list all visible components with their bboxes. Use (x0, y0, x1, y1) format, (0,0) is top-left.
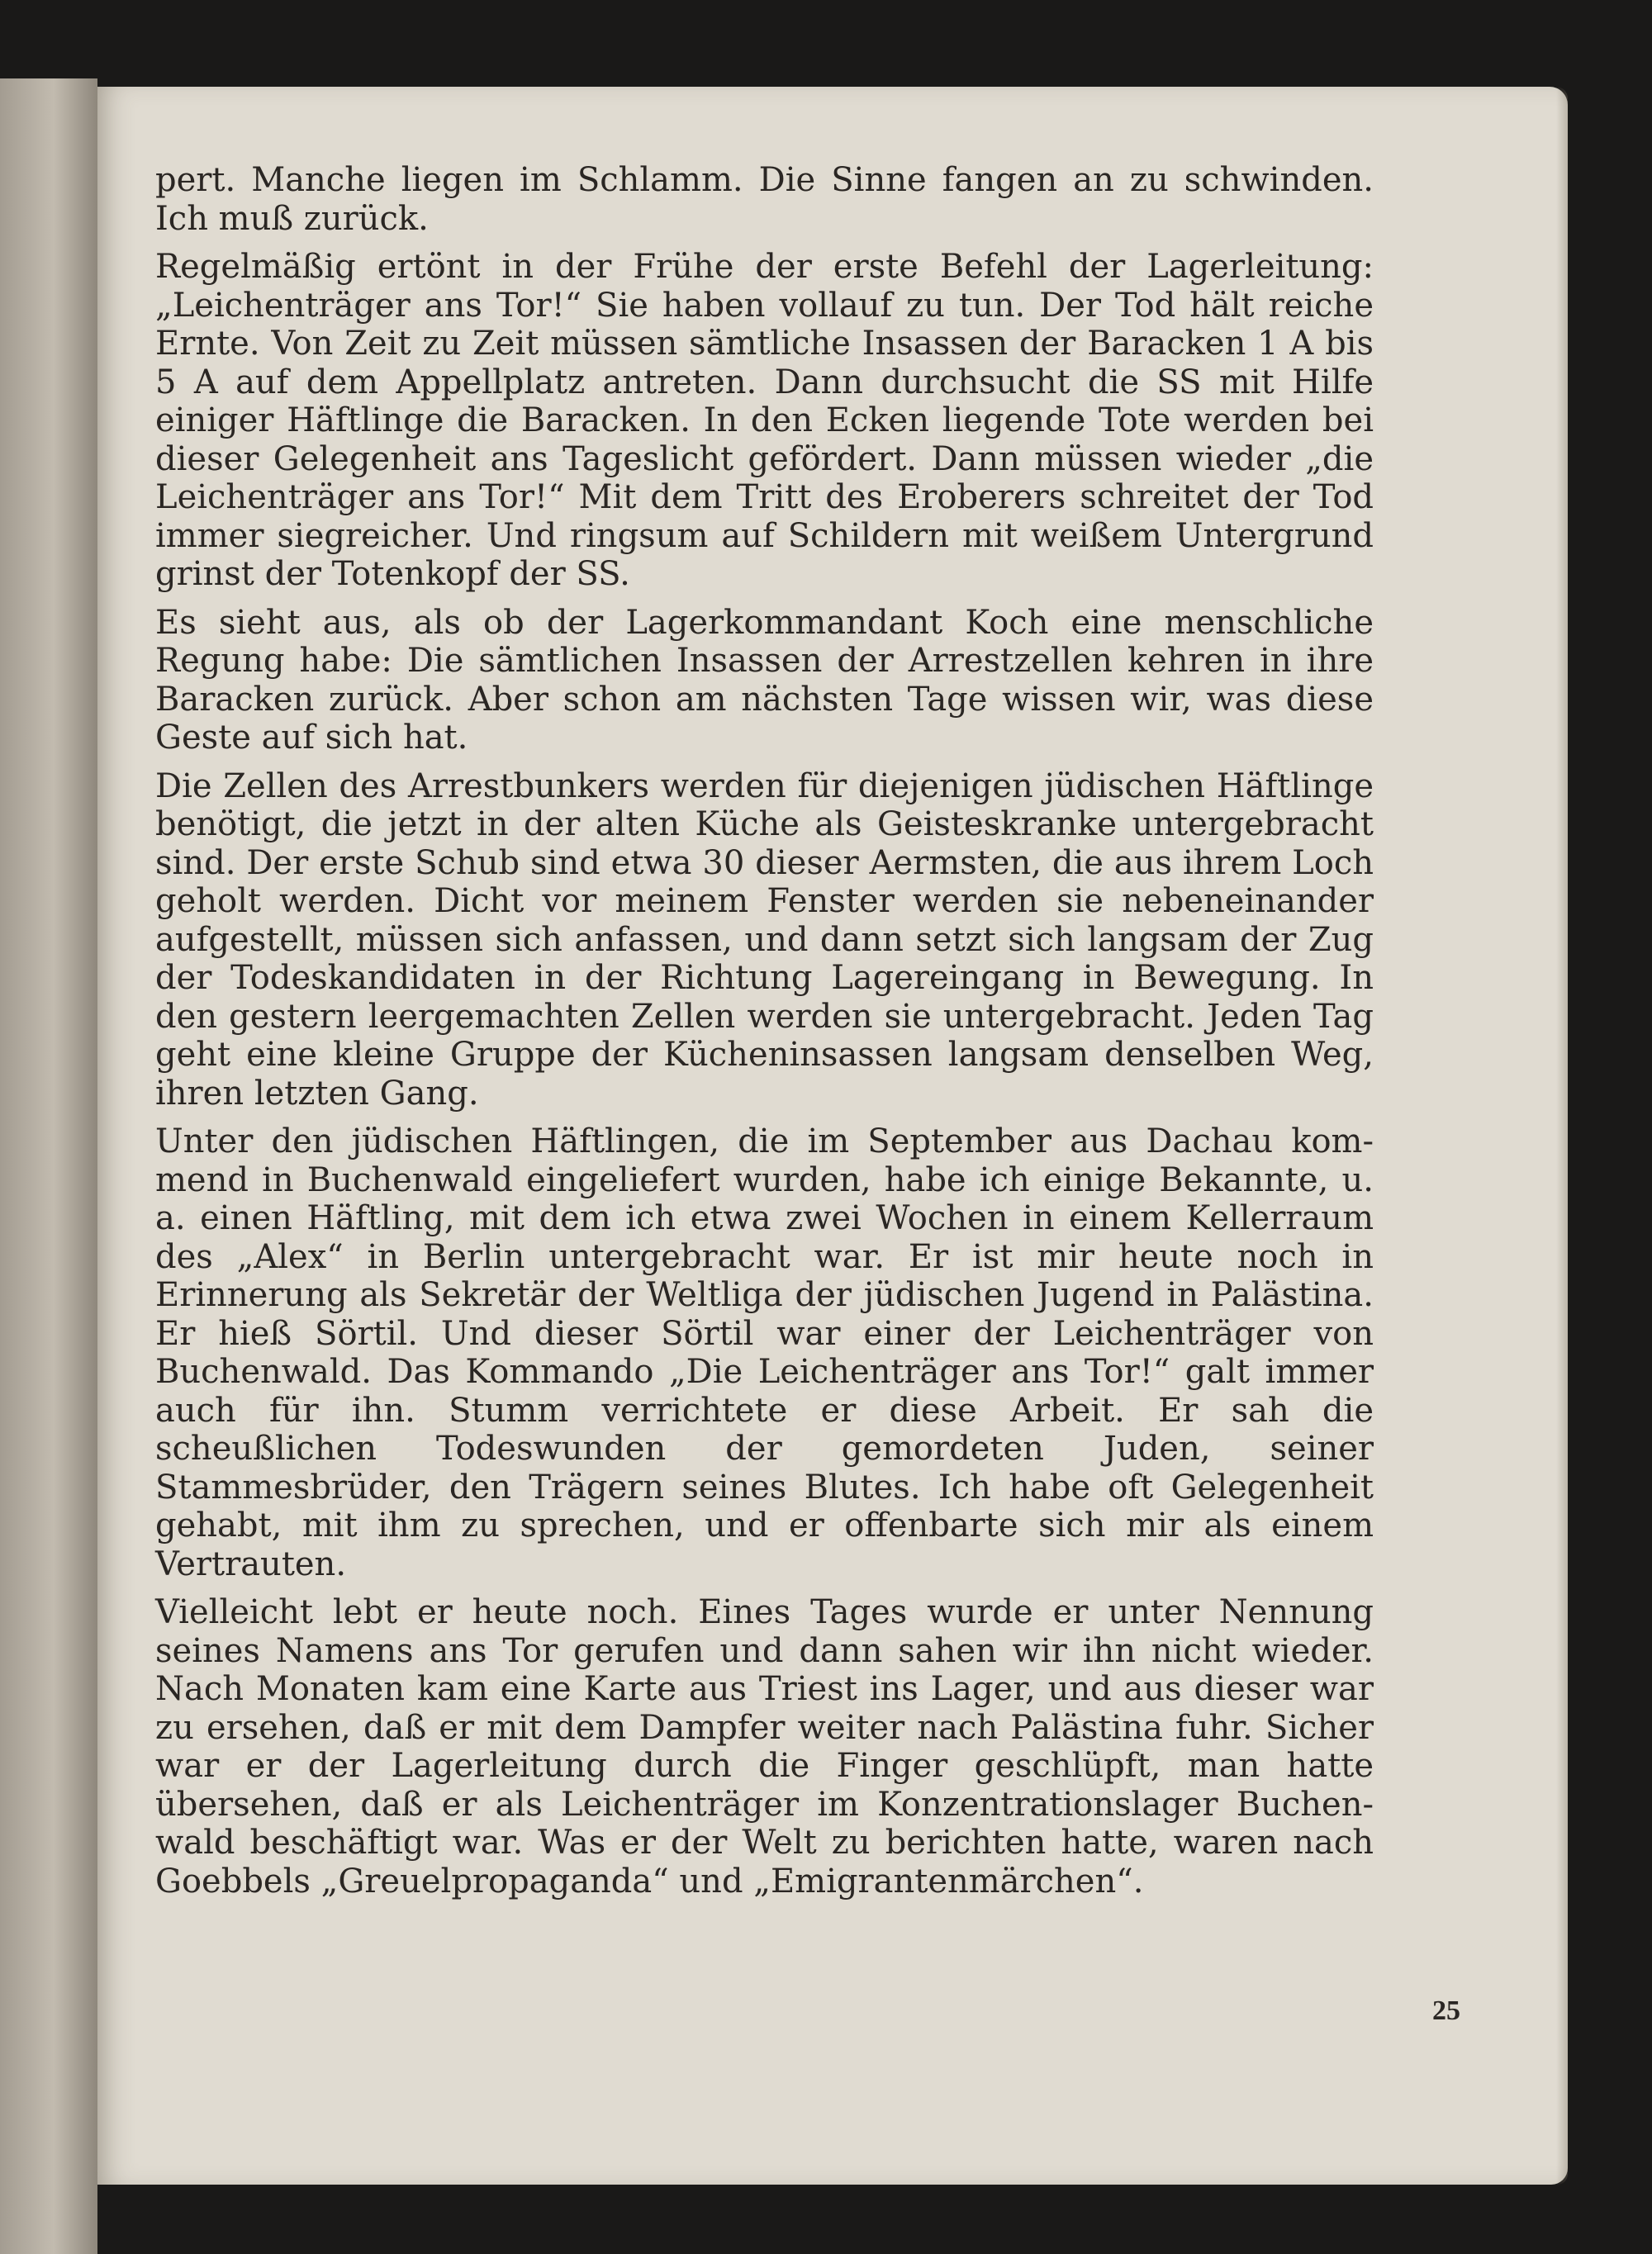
paragraph-3: Es sieht aus, als ob der Lagerkommandant Koch eine menschliche Regung habe: Die sämtlichen Insassen der Arrestzellen kehren in ihre Baracken zurück. Aber schon am nächsten Tage wissen wir, was diese Geste auf sich hat. (155, 603, 1374, 757)
paragraph-6: Vielleicht lebt er heute noch. Eines Tages wurde er unter Nennung seines Namens ans Tor gerufen und dann sahen wir ihn nicht wieder. Nach Monaten kam eine Karte aus Triest ins Lager, und aus dieser war zu ersehen, daß er mit dem Dampfer weiter nach Palästina fuhr. Sicher war er der Lagerleitung durch die Finger geschlüpft, man hatte übersehen, daß er als Leichenträger im Konzentrationslager Buchenwald beschäftigt war. Was er der Welt zu berichten hatte, waren nach Goebbels „Greuelpropaganda“ und „Emigrantenmärchen“. (155, 1593, 1374, 1900)
page-edge-shadow (1556, 87, 1568, 2185)
body-text (155, 161, 1374, 1910)
paragraph-1: pert. Manche liegen im Schlamm. Die Sinne fangen an zu schwinden. Ich muß zurück. (155, 161, 1374, 238)
paragraph-4: Die Zellen des Arrestbunkers werden für diejenigen jüdischen Häftlinge benötigt, die jetzt in der alten Küche als Geisteskranke untergebracht sind. Der erste Schub sind etwa 30 dieser Aermsten, die aus ihrem Loch geholt werden. Dicht vor meinem Fenster werden sie nebeneinander aufgestellt, müssen sich anfassen, und dann setzt sich langsam der Zug der Todeskandidaten in der Richtung Lagereingang in Bewegung. In den gestern leergemachten Zellen werden sie untergebracht. Jeden Tag geht eine kleine Gruppe der Kücheninsassen langsam denselben Weg, ihren letzten Gang. (155, 766, 1374, 1113)
previous-page-edge (0, 78, 97, 2254)
paragraph-5: Unter den jüdischen Häftlingen, die im September aus Dachau kommend in Buchenwald eingeliefert wurden, habe ich einige Bekannte, u. a. einen Häftling, mit dem ich etwa zwei Wochen in einem Kellerraum des „Alex“ in Berlin untergebracht war. Er ist mir heute noch in Erinnerung als Sekretär der Weltliga der jüdischen Jugend in Palästina. Er hieß Sörtil. Und dieser Sörtil war einer der Leichenträger von Buchenwald. Das Kommando „Die Leichenträger ans Tor!“ galt immer auch für ihn. Stumm verrichtete er diese Arbeit. Er sah die scheußlichen Todeswunden der gemordeten Juden, seiner Stammesbrüder, den Trägern seines Blutes. Ich habe oft Gelegenheit gehabt, mit ihm zu sprechen, und er offenbarte sich mir als einem Vertrauten. (155, 1122, 1374, 1583)
paragraph-2: Regelmäßig ertönt in der Frühe der erste Befehl der Lagerleitung: „Leichenträger ans Tor!“ Sie haben vollauf zu tun. Der Tod hält reiche Ernte. Von Zeit zu Zeit müssen sämtliche Insassen der Baracken 1 A bis 5 A auf dem Appellplatz antreten. Dann durchsucht die SS mit Hilfe einiger Häftlinge die Baracken. In den Ecken liegende Tote werden bei dieser Gelegenheit ans Tageslicht gefördert. Dann müssen wieder „die Leichenträger ans Tor!“ Mit dem Tritt des Eroberers schreitet der Tod immer siegreicher. Und ringsum auf Schildern mit weißem Untergrund grinst der Totenkopf der SS. (155, 248, 1374, 593)
page-number: 25 (1432, 1995, 1460, 2026)
